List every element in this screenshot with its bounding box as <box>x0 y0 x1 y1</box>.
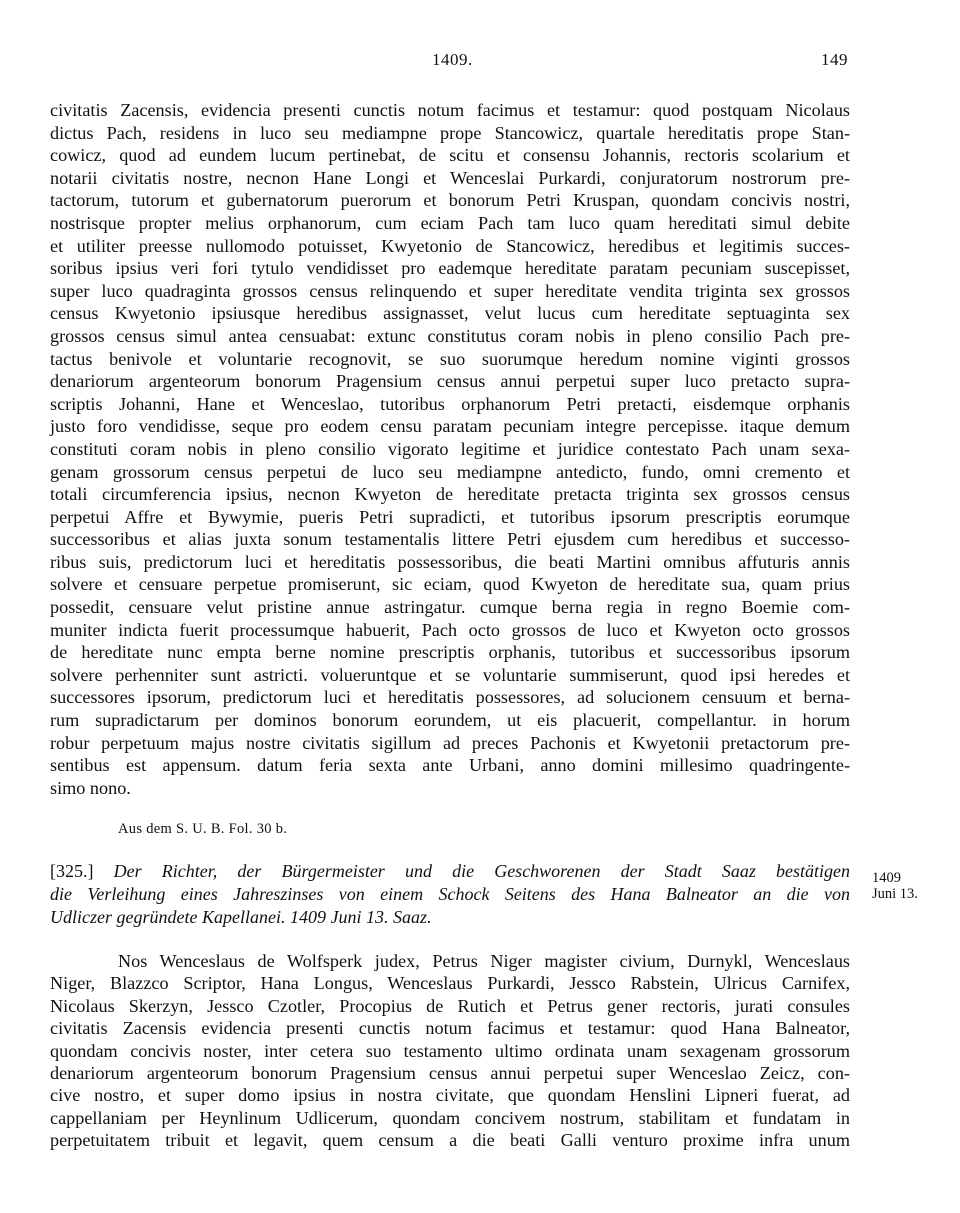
paragraph1-line: notarii civitatis nostre, necnon Hane Longi et Wenceslai Purkardi, conjuratorum nostrorum pre- <box>50 167 850 188</box>
paragraph1-line: successoribus et alias juxta sonum testamentalis littere Petri ejusdem cum heredibus et successo- <box>50 529 850 550</box>
paragraph1-line: tactorum, tutorum et gubernatorum puerorum et bonorum Petri Kruspan, quondam concivis nostri, <box>50 190 850 211</box>
paragraph1-line: robur perpetuum majus nostre civitatis sigillum ad preces Pachonis et Kwyetonii pretactorum pre- <box>50 732 850 753</box>
paragraph1-line: scriptis Johanni, Hane et Wenceslao, tutoribus orphanorum Petri pretacti, eisdemque orphanis <box>50 393 850 414</box>
paragraph2-line: civitatis Zacensis evidencia presenti cunctis notum facimus et testamur: quod Hana Balneator, <box>50 1018 850 1039</box>
paragraph1-line: grossos census simul antea censuabat: extunc constitutus coram nobis in pleno consilio Pach pre- <box>50 325 850 346</box>
paragraph1-line: solvere et censuare perpetue promiserunt, sic eciam, quod Kwyeton de hereditate sua, quam prius <box>50 574 850 595</box>
paragraph1-line: super luco quadraginta grossos census relinquendo et super hereditate vendita triginta sex grossos <box>50 280 850 301</box>
paragraph1-line: totali circumferencia ipsius, necnon Kwyeton de hereditate pretacta triginta sex grossos census <box>50 484 850 505</box>
regest-line-2: Udliczer gegründete Kapellanei. 1409 Juni 13. Saaz. <box>50 906 432 927</box>
margin-date: Juni 13. <box>872 886 918 902</box>
running-header <box>50 50 850 76</box>
paragraph1-line: de hereditate nunc empta berne nomine prescriptis orphanis, tutoribus et successoribus ipsorum <box>50 642 850 663</box>
paragraph1-line: solvere perhenniter sunt astricti. volueruntque et se voluntarie summiserunt, quod ipsi heredes et <box>50 664 850 685</box>
paragraph1-line: ribus suis, predictorum luci et hereditatis possessoribus, die beati Martini omnibus affuturis annis <box>50 551 850 572</box>
charter-text-paragraph-2 <box>50 950 850 1152</box>
paragraph1-line: cowicz, quod ad eundem lucum pertinebat, de scitu et consensu Johannis, rectoris scolarium et <box>50 145 850 166</box>
paragraph1-line: simo nono. <box>50 777 131 798</box>
charter-text-paragraph-1 <box>50 99 850 799</box>
source-note: Aus dem S. U. B. Fol. 30 b. <box>118 821 288 837</box>
header-year: 1409. <box>432 50 473 69</box>
paragraph1-line: census Kwyetonio ipsiusque heredibus assignasset, velut lucus cum hereditate septuaginta sex <box>50 303 850 324</box>
regest-line-0 <box>50 860 850 883</box>
paragraph1-line: et utiliter preesse nullomodo potuisset, Kwyetonio de Stancowicz, heredibus et legitimis succes- <box>50 235 850 256</box>
paragraph1-line: genam grossorum census perpetui de luco seu mediampne antedicto, fundo, omni cremento et <box>50 461 850 482</box>
document-number: [325.] <box>50 861 94 881</box>
paragraph1-line: muniter indicta fuerit processumque habuerit, Pach octo grossos de luco et Kwyeton octo grossos <box>50 619 850 640</box>
paragraph1-line: possedit, censuare velut pristine annue astringatur. cumque berna regia in regno Boemie com- <box>50 597 850 618</box>
paragraph1-line: successores ipsorum, predictorum luci et hereditatis possessores, ad solucionem censuum et berna- <box>50 687 850 708</box>
document-regest <box>50 860 850 928</box>
paragraph1-line: dictus Pach, residens in luco seu mediampne prope Stancowicz, quartale hereditatis prope Stan- <box>50 122 850 143</box>
margin-year: 1409 <box>872 870 901 886</box>
paragraph1-line: tactus benivole et voluntarie recognovit, se suo suorumque heredum nomine viginti grossos <box>50 348 850 369</box>
paragraph2-line: cive nostro, et super domo ipsius in nostra civitate, que quondam Henslini Lipneri fuerat, ad <box>50 1085 850 1106</box>
paragraph2-line: Nicolaus Skerzyn, Jessco Czotler, Procopius de Rutich et Petrus gener rectoris, jurati consules <box>50 995 850 1016</box>
paragraph2-line: Nos Wenceslaus de Wolfsperk judex, Petrus Niger magister civium, Durnykl, Wenceslaus <box>118 951 850 971</box>
regest-line-1: die Verleihung eines Jahreszinses von einem Schock Seitens des Hana Balneator an die von <box>50 883 850 904</box>
paragraph2-line: perpetuitatem tribuit et legavit, quem censum a die beati Galli venturo proxime infra unum <box>50 1130 850 1151</box>
paragraph1-line: rum supradictarum per dominos bonorum eorundem, ut eis placuerit, compellantur. in horum <box>50 710 850 731</box>
paragraph1-line: soribus ipsius veri fori tytulo vendidisset pro eademque hereditate paratam pecuniam suscepisset, <box>50 258 850 279</box>
paragraph1-line: civitatis Zacensis, evidencia presenti cunctis notum facimus et testamur: quod postquam Nicolaus <box>50 100 850 120</box>
margin-date-note <box>872 870 942 902</box>
paragraph1-line: nostrisque propter melius orphanorum, cum eciam Pach tam luco quam hereditati simul debite <box>50 212 850 233</box>
paragraph1-line: perpetui Affre et Bywymie, pueris Petri supradicti, et tutoribus ipsorum prescriptis eorumque <box>50 506 850 527</box>
paragraph2-line: quondam concivis noster, inter cetera suo testamento ultimo ordinata unam sexagenam grossorum <box>50 1040 850 1061</box>
paragraph2-line: denariorum argenteorum bonorum Pragensium census annui perpetui super Wenceslao Zeicz, con- <box>50 1063 850 1084</box>
paragraph1-line: denariorum argenteorum bonorum Pragensium census annui perpetui super luco pretacto supra- <box>50 371 850 392</box>
paragraph1-line: constituti coram nobis in pleno consilio vigorato legitime et juridice contestato Pach unam sexa- <box>50 438 850 459</box>
paragraph1-line: justo foro vendidisse, seque pro eodem censu paratam pecuniam integre percepisse. itaque demum <box>50 416 850 437</box>
paragraph2-line: Niger, Blazzco Scriptor, Hana Longus, Wenceslaus Purkardi, Jessco Rabstein, Ulricus Carnifex, <box>50 973 850 994</box>
page-number: 149 <box>821 50 848 69</box>
paragraph1-line: sentibus est appensum. datum feria sexta ante Urbani, anno domini millesimo quadringente- <box>50 755 850 776</box>
regest-line-text: Der Richter, der Bürgermeister und die Geschworenen der Stadt Saaz bestätigen <box>113 861 851 881</box>
paragraph2-line: cappellaniam per Heynlinum Udlicerum, quondam concivem nostrum, stabilitam et fundatam in <box>50 1107 850 1128</box>
